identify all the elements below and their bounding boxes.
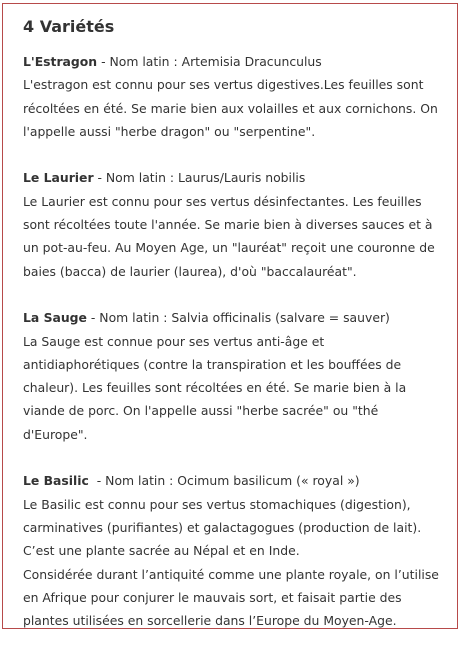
plant-basilic xyxy=(23,469,443,632)
plant-latin-name: - Nom latin : Laurus/Lauris nobilis xyxy=(93,170,306,186)
plant-name: L'Estragon xyxy=(23,54,98,69)
plant-sauge xyxy=(23,306,443,446)
plant-heading xyxy=(23,306,443,329)
plant-heading xyxy=(23,166,443,189)
plant-name: La Sauge xyxy=(23,310,87,326)
varieties-card xyxy=(2,3,458,629)
plant-description: Le Basilic est connu pour ses vertus stomachiques (digestion), carminatives (purifiantes) et galactagogues (production de lait). xyxy=(23,496,422,535)
plant-description: Considérée durant l’antiquité comme une plante royale, on l’utilise en Afrique pour conjurer le mauvais sort, et faisait partie des plantes utilisées en sorcellerie dans l’Europe du Moyen-Age. xyxy=(23,566,439,629)
plant-latin-name: - Nom latin : Ocimum basilicum (« royal ») xyxy=(88,473,360,489)
plant-laurier xyxy=(23,166,443,282)
plant-heading xyxy=(23,50,443,73)
plant-name: Le Laurier xyxy=(23,170,94,186)
plant-heading xyxy=(23,469,443,492)
plant-description: Le Laurier est connu pour ses vertus désinfectantes. Les feuilles sont récoltées toute l'année. Se marie bien à diverses sauces et à un pot-au-feu. Au Moyen Age, un "lauréat" reçoit une couronne de baies (bacca) de laurier (laurea), d'où "baccalauréat". xyxy=(23,193,435,279)
plant-description: C’est une plante sacrée au Népal et en Inde. xyxy=(23,543,300,559)
plant-latin-name: - Nom latin : Artemisia Dracunculus xyxy=(97,54,322,69)
plant-estragon xyxy=(23,50,443,143)
varieties-content xyxy=(23,16,443,656)
section-title: 4 Variétés xyxy=(23,17,115,36)
plant-latin-name: - Nom latin : Salvia officinalis (salvare = sauver) xyxy=(86,310,390,326)
plant-description: L'estragon est connu pour ses vertus digestives.Les feuilles sont récoltées en été. Se marie bien aux volailles et aux cornichons. On l'appelle aussi "herbe dragon" ou "serpentine". xyxy=(23,77,438,139)
plant-name: Le Basilic xyxy=(23,473,89,489)
plant-description: La Sauge est connue pour ses vertus anti-âge et antidiaphorétiques (contre la transpiration et les bouffées de chaleur). Les feuilles sont récoltées en été. Se marie bien à la viande de porc. On l'appelle aussi "herbe sacrée" ou "thé d'Europe". xyxy=(23,333,407,442)
